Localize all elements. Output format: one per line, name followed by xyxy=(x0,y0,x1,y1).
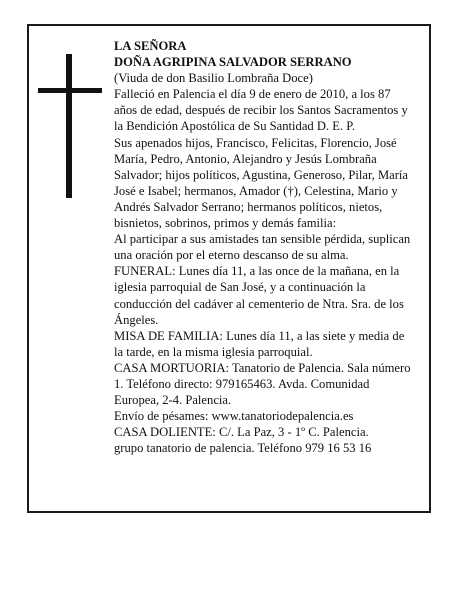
funeral-paragraph: FUNERAL: Lunes día 11, a las once de la mañana, en la iglesia parroquial de San José, y a continuación la conducción del cadáver al cementerio de Ntra. Sra. de los Ángeles. xyxy=(114,264,404,327)
cross-horizontal-bar xyxy=(38,88,102,93)
prayer-request-paragraph: Al participar a sus amistades tan sensible pérdida, suplican una oración por el eterno descanso de su alma. xyxy=(114,232,411,263)
death-paragraph: Falleció en Palencia el día 9 de enero de 2010, a los 87 años de edad, después de recibir los Santos Sacramentos y la Bendición Apostólica de Su Santidad D. E. P. xyxy=(114,87,408,134)
cross-icon xyxy=(38,54,102,198)
family-mass-paragraph: MISA DE FAMILIA: Lunes día 11, a las siete y media de la tarde, en la misma iglesia parroquial. xyxy=(114,328,405,359)
home-address-line: CASA DOLIENTE: C/. La Paz, 3 - 1º C. Palencia. xyxy=(114,425,369,440)
deceased-name: DOÑA AGRIPINA SALVADOR SERRANO xyxy=(114,55,352,70)
cross-vertical-bar xyxy=(66,54,72,198)
family-paragraph: Sus apenados hijos, Francisco, Felicitas, Florencio, José María, Pedro, Antonio, Alejandro y Jesús Lombraña Salvador; hijos políticos, Agustina, Generoso, Pilar, María José e Isabel; hermanos, Amador (†), Celestina, Mario y Andrés Salvador Serrano; hermanos políticos, nietos, bisnietos, sobrinos, primos y demás familia: xyxy=(114,135,409,231)
funeral-group-line: grupo tanatorio de palencia. Teléfono 979 16 53 16 xyxy=(114,441,372,456)
condolences-line: Envío de pésames: www.tanatoriodepalencia.es xyxy=(114,409,354,424)
mortuary-paragraph: CASA MORTUORIA: Tanatorio de Palencia. Sala número 1. Teléfono directo: 979165463. Avda. Comunidad Europea, 2-4. Palencia. xyxy=(114,360,411,408)
heading-title: LA SEÑORA xyxy=(114,39,187,53)
obituary-text xyxy=(114,38,414,456)
widow-of-line: (Viuda de don Basilio Lombraña Doce) xyxy=(114,71,313,86)
